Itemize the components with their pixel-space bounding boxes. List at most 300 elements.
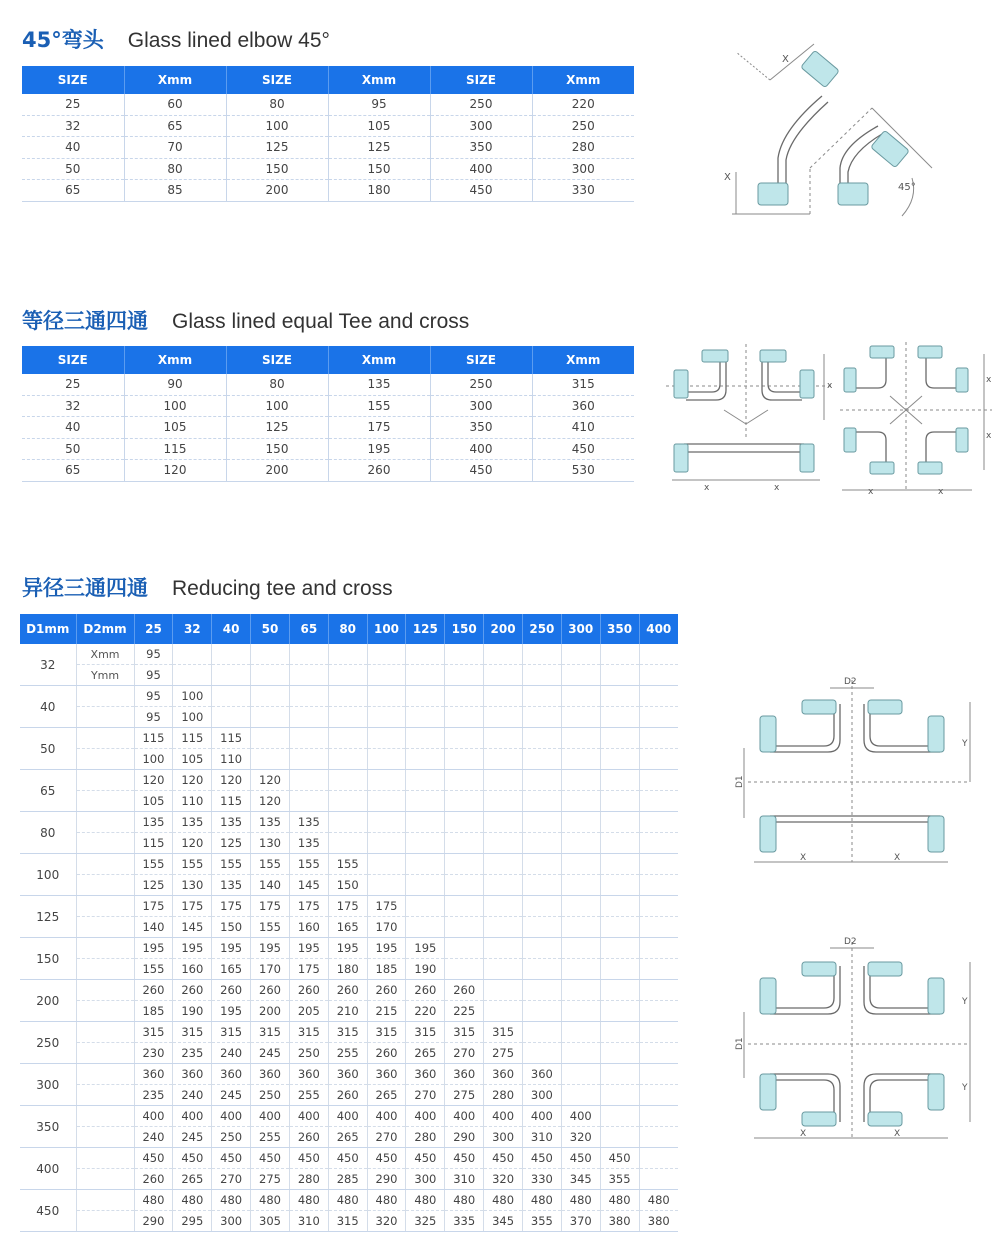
x-value-cell: 95 bbox=[134, 644, 173, 665]
x-value-cell: 480 bbox=[639, 1190, 678, 1211]
x-value-cell: 175 bbox=[328, 896, 367, 917]
table-row bbox=[20, 1169, 678, 1190]
y-value-cell: 250 bbox=[251, 1085, 290, 1106]
y-value-cell: 165 bbox=[212, 959, 251, 980]
y-value-cell bbox=[445, 707, 484, 728]
x-value-cell bbox=[522, 770, 561, 791]
table-cell: 60 bbox=[124, 94, 226, 115]
row-label-x bbox=[76, 1022, 134, 1043]
x-value-cell: 195 bbox=[328, 938, 367, 959]
x-value-cell bbox=[484, 896, 523, 917]
y-value-cell bbox=[289, 749, 328, 770]
y-value-cell: 95 bbox=[134, 707, 173, 728]
y-value-cell: 320 bbox=[367, 1211, 406, 1232]
column-header: 65 bbox=[289, 614, 328, 644]
y-value-cell: 265 bbox=[367, 1085, 406, 1106]
x-value-cell bbox=[561, 1064, 600, 1085]
row-label-y: Ymm bbox=[76, 665, 134, 686]
y-value-cell: 95 bbox=[134, 665, 173, 686]
x-value-cell bbox=[600, 686, 639, 707]
x-value-cell bbox=[639, 1064, 678, 1085]
x-value-cell: 315 bbox=[289, 1022, 328, 1043]
x-value-cell bbox=[522, 644, 561, 665]
x-value-cell: 135 bbox=[289, 812, 328, 833]
y-value-cell bbox=[289, 665, 328, 686]
y-value-cell: 190 bbox=[173, 1001, 212, 1022]
table-cell: 80 bbox=[124, 158, 226, 180]
x-value-cell bbox=[484, 980, 523, 1001]
row-label-x bbox=[76, 770, 134, 791]
elbow-x-label-top: X bbox=[782, 54, 789, 65]
x-value-cell: 315 bbox=[367, 1022, 406, 1043]
x-value-cell bbox=[639, 770, 678, 791]
x-value-cell: 120 bbox=[134, 770, 173, 791]
x-value-cell: 450 bbox=[134, 1148, 173, 1169]
x-value-cell bbox=[406, 812, 445, 833]
y-value-cell bbox=[445, 917, 484, 938]
x-value-cell bbox=[406, 686, 445, 707]
table-row bbox=[22, 374, 634, 395]
table-row bbox=[22, 137, 634, 159]
elbow-title-cn: 45°弯头 bbox=[22, 28, 104, 52]
y-value-cell bbox=[600, 1085, 639, 1106]
x-value-cell bbox=[445, 854, 484, 875]
x-value-cell: 135 bbox=[251, 812, 290, 833]
x-value-cell: 480 bbox=[134, 1190, 173, 1211]
x-value-cell bbox=[522, 1022, 561, 1043]
y-value-cell: 260 bbox=[134, 1169, 173, 1190]
x-value-cell bbox=[367, 854, 406, 875]
y-value-cell bbox=[639, 791, 678, 812]
x-value-cell bbox=[328, 728, 367, 749]
x-value-cell: 400 bbox=[484, 1106, 523, 1127]
x-value-cell: 480 bbox=[445, 1190, 484, 1211]
y-value-cell bbox=[212, 707, 251, 728]
y-value-cell: 335 bbox=[445, 1211, 484, 1232]
y-value-cell: 320 bbox=[484, 1169, 523, 1190]
row-label-y bbox=[76, 1043, 134, 1064]
column-header: Xmm bbox=[532, 346, 634, 374]
y-value-cell: 135 bbox=[289, 833, 328, 854]
x-value-cell bbox=[328, 686, 367, 707]
table-row bbox=[20, 1043, 678, 1064]
rtee-y-label: Y bbox=[962, 739, 968, 749]
x-value-cell bbox=[484, 770, 523, 791]
y-value-cell: 130 bbox=[251, 833, 290, 854]
x-value-cell: 480 bbox=[600, 1190, 639, 1211]
y-value-cell bbox=[561, 707, 600, 728]
x-value-cell: 480 bbox=[212, 1190, 251, 1211]
x-value-cell bbox=[445, 938, 484, 959]
x-value-cell bbox=[484, 728, 523, 749]
x-value-cell bbox=[406, 644, 445, 665]
row-label-y bbox=[76, 1127, 134, 1148]
x-value-cell: 480 bbox=[522, 1190, 561, 1211]
y-value-cell bbox=[639, 1001, 678, 1022]
tee-x-label-side: x bbox=[827, 381, 833, 391]
y-value-cell bbox=[639, 833, 678, 854]
table-row bbox=[20, 749, 678, 770]
x-value-cell bbox=[445, 728, 484, 749]
table-cell: 330 bbox=[532, 180, 634, 202]
x-value-cell: 360 bbox=[367, 1064, 406, 1085]
table-cell: 80 bbox=[226, 374, 328, 395]
y-value-cell: 355 bbox=[522, 1211, 561, 1232]
y-value-cell: 165 bbox=[328, 917, 367, 938]
x-value-cell: 315 bbox=[328, 1022, 367, 1043]
x-value-cell: 360 bbox=[134, 1064, 173, 1085]
y-value-cell: 160 bbox=[173, 959, 212, 980]
y-value-cell bbox=[522, 875, 561, 896]
y-value-cell bbox=[251, 707, 290, 728]
y-value-cell: 320 bbox=[561, 1127, 600, 1148]
y-value-cell bbox=[445, 791, 484, 812]
x-value-cell bbox=[212, 644, 251, 665]
y-value-cell: 220 bbox=[406, 1001, 445, 1022]
x-value-cell bbox=[639, 1022, 678, 1043]
y-value-cell: 295 bbox=[173, 1211, 212, 1232]
cross-x-label-left: x bbox=[868, 487, 874, 496]
x-value-cell: 450 bbox=[522, 1148, 561, 1169]
y-value-cell: 255 bbox=[289, 1085, 328, 1106]
x-value-cell bbox=[639, 854, 678, 875]
y-value-cell: 120 bbox=[251, 791, 290, 812]
table-cell: 280 bbox=[532, 137, 634, 159]
column-header: 150 bbox=[445, 614, 484, 644]
d1-cell: 80 bbox=[20, 812, 76, 854]
y-value-cell: 125 bbox=[134, 875, 173, 896]
table-cell: 105 bbox=[124, 417, 226, 439]
y-value-cell: 115 bbox=[134, 833, 173, 854]
x-value-cell bbox=[251, 644, 290, 665]
y-value-cell: 355 bbox=[600, 1169, 639, 1190]
row-label-x: Xmm bbox=[76, 644, 134, 665]
x-value-cell: 450 bbox=[561, 1148, 600, 1169]
x-value-cell: 155 bbox=[289, 854, 328, 875]
table-cell: 135 bbox=[328, 374, 430, 395]
y-value-cell: 110 bbox=[173, 791, 212, 812]
x-value-cell bbox=[367, 728, 406, 749]
elbow-section-title bbox=[22, 24, 330, 54]
table-row bbox=[20, 938, 678, 959]
tee-section-title bbox=[22, 305, 469, 335]
y-value-cell: 280 bbox=[406, 1127, 445, 1148]
x-value-cell bbox=[328, 812, 367, 833]
x-value-cell: 260 bbox=[134, 980, 173, 1001]
x-value-cell bbox=[251, 728, 290, 749]
rtee-x-label-left: X bbox=[800, 853, 807, 863]
x-value-cell: 155 bbox=[212, 854, 251, 875]
x-value-cell bbox=[445, 770, 484, 791]
x-value-cell: 195 bbox=[173, 938, 212, 959]
x-value-cell: 400 bbox=[561, 1106, 600, 1127]
x-value-cell bbox=[484, 854, 523, 875]
table-row bbox=[20, 980, 678, 1001]
y-value-cell: 285 bbox=[328, 1169, 367, 1190]
row-label-x bbox=[76, 1106, 134, 1127]
x-value-cell: 480 bbox=[251, 1190, 290, 1211]
y-value-cell bbox=[561, 1001, 600, 1022]
y-value-cell bbox=[289, 791, 328, 812]
row-label-y bbox=[76, 1211, 134, 1232]
d1-cell: 50 bbox=[20, 728, 76, 770]
table-cell: 50 bbox=[22, 158, 124, 180]
rcross-d2-label: D2 bbox=[844, 937, 857, 947]
y-value-cell bbox=[367, 833, 406, 854]
y-value-cell bbox=[561, 833, 600, 854]
x-value-cell: 450 bbox=[212, 1148, 251, 1169]
y-value-cell bbox=[445, 959, 484, 980]
y-value-cell bbox=[561, 1085, 600, 1106]
x-value-cell: 135 bbox=[173, 812, 212, 833]
reducing-title-en: Reducing tee and cross bbox=[172, 577, 393, 600]
x-value-cell: 400 bbox=[212, 1106, 251, 1127]
row-label-y bbox=[76, 875, 134, 896]
x-value-cell: 315 bbox=[251, 1022, 290, 1043]
x-value-cell bbox=[639, 980, 678, 1001]
table-cell: 175 bbox=[328, 417, 430, 439]
x-value-cell: 400 bbox=[445, 1106, 484, 1127]
y-value-cell: 265 bbox=[406, 1043, 445, 1064]
x-value-cell bbox=[212, 686, 251, 707]
y-value-cell: 150 bbox=[212, 917, 251, 938]
d1-cell: 250 bbox=[20, 1022, 76, 1064]
y-value-cell bbox=[561, 665, 600, 686]
x-value-cell: 120 bbox=[251, 770, 290, 791]
y-value-cell bbox=[445, 833, 484, 854]
x-value-cell: 480 bbox=[406, 1190, 445, 1211]
rcross-x-label-right: X bbox=[894, 1129, 901, 1139]
y-value-cell: 125 bbox=[212, 833, 251, 854]
y-value-cell: 130 bbox=[173, 875, 212, 896]
x-value-cell bbox=[600, 896, 639, 917]
x-value-cell bbox=[600, 938, 639, 959]
y-value-cell: 275 bbox=[484, 1043, 523, 1064]
table-cell: 400 bbox=[430, 158, 532, 180]
x-value-cell bbox=[289, 728, 328, 749]
y-value-cell bbox=[445, 665, 484, 686]
x-value-cell: 195 bbox=[212, 938, 251, 959]
x-value-cell: 400 bbox=[328, 1106, 367, 1127]
y-value-cell bbox=[522, 791, 561, 812]
y-value-cell bbox=[561, 749, 600, 770]
x-value-cell: 400 bbox=[406, 1106, 445, 1127]
x-value-cell: 195 bbox=[134, 938, 173, 959]
y-value-cell: 195 bbox=[212, 1001, 251, 1022]
table-row bbox=[20, 1085, 678, 1106]
x-value-cell: 400 bbox=[522, 1106, 561, 1127]
table-cell: 100 bbox=[226, 395, 328, 417]
d1-cell: 400 bbox=[20, 1148, 76, 1190]
y-value-cell: 170 bbox=[251, 959, 290, 980]
y-value-cell bbox=[328, 707, 367, 728]
y-value-cell: 305 bbox=[251, 1211, 290, 1232]
x-value-cell bbox=[639, 812, 678, 833]
x-value-cell bbox=[639, 644, 678, 665]
table-cell: 260 bbox=[328, 460, 430, 482]
column-header: D1mm bbox=[20, 614, 76, 644]
row-label-x bbox=[76, 1148, 134, 1169]
y-value-cell bbox=[484, 707, 523, 728]
x-value-cell: 135 bbox=[212, 812, 251, 833]
x-value-cell: 115 bbox=[134, 728, 173, 749]
table-cell: 40 bbox=[22, 417, 124, 439]
table-row bbox=[20, 1022, 678, 1043]
x-value-cell bbox=[522, 938, 561, 959]
x-value-cell: 175 bbox=[367, 896, 406, 917]
table-cell: 25 bbox=[22, 94, 124, 115]
x-value-cell bbox=[522, 812, 561, 833]
column-header: 125 bbox=[406, 614, 445, 644]
x-value-cell bbox=[561, 854, 600, 875]
x-value-cell: 315 bbox=[406, 1022, 445, 1043]
table-cell: 95 bbox=[328, 94, 430, 115]
x-value-cell: 260 bbox=[328, 980, 367, 1001]
table-cell: 155 bbox=[328, 395, 430, 417]
x-value-cell: 360 bbox=[445, 1064, 484, 1085]
table-row bbox=[20, 1127, 678, 1148]
column-header: Xmm bbox=[124, 66, 226, 94]
x-value-cell: 260 bbox=[173, 980, 212, 1001]
x-value-cell bbox=[561, 896, 600, 917]
y-value-cell bbox=[484, 665, 523, 686]
x-value-cell bbox=[289, 686, 328, 707]
y-value-cell bbox=[212, 665, 251, 686]
table-cell: 125 bbox=[226, 417, 328, 439]
table-cell: 450 bbox=[430, 460, 532, 482]
y-value-cell bbox=[406, 833, 445, 854]
x-value-cell bbox=[289, 770, 328, 791]
x-value-cell bbox=[406, 896, 445, 917]
y-value-cell: 150 bbox=[328, 875, 367, 896]
y-value-cell: 330 bbox=[522, 1169, 561, 1190]
y-value-cell: 275 bbox=[251, 1169, 290, 1190]
table-row bbox=[20, 1148, 678, 1169]
x-value-cell bbox=[600, 770, 639, 791]
y-value-cell bbox=[639, 917, 678, 938]
y-value-cell bbox=[445, 875, 484, 896]
table-row bbox=[20, 686, 678, 707]
y-value-cell: 180 bbox=[328, 959, 367, 980]
y-value-cell: 310 bbox=[445, 1169, 484, 1190]
x-value-cell: 175 bbox=[251, 896, 290, 917]
y-value-cell: 270 bbox=[367, 1127, 406, 1148]
y-value-cell: 345 bbox=[561, 1169, 600, 1190]
y-value-cell: 215 bbox=[367, 1001, 406, 1022]
y-value-cell: 230 bbox=[134, 1043, 173, 1064]
table-row bbox=[20, 854, 678, 875]
rtee-d2-label: D2 bbox=[844, 677, 857, 687]
x-value-cell bbox=[445, 812, 484, 833]
table-cell: 90 bbox=[124, 374, 226, 395]
column-header: 350 bbox=[600, 614, 639, 644]
y-value-cell: 100 bbox=[134, 749, 173, 770]
x-value-cell bbox=[367, 686, 406, 707]
y-value-cell bbox=[639, 1127, 678, 1148]
row-label-x bbox=[76, 686, 134, 707]
x-value-cell: 400 bbox=[367, 1106, 406, 1127]
y-value-cell: 260 bbox=[328, 1085, 367, 1106]
y-value-cell bbox=[251, 749, 290, 770]
table-cell: 180 bbox=[328, 180, 430, 202]
y-value-cell bbox=[367, 665, 406, 686]
table-cell: 450 bbox=[430, 180, 532, 202]
y-value-cell bbox=[522, 1001, 561, 1022]
x-value-cell: 260 bbox=[367, 980, 406, 1001]
y-value-cell: 120 bbox=[173, 833, 212, 854]
x-value-cell: 450 bbox=[173, 1148, 212, 1169]
table-row bbox=[22, 438, 634, 460]
table-cell: 200 bbox=[226, 180, 328, 202]
tee-title-cn: 等径三通四通 bbox=[22, 309, 148, 333]
x-value-cell bbox=[600, 812, 639, 833]
x-value-cell bbox=[406, 854, 445, 875]
x-value-cell: 175 bbox=[289, 896, 328, 917]
x-value-cell: 360 bbox=[328, 1064, 367, 1085]
y-value-cell bbox=[484, 959, 523, 980]
tee-title-en: Glass lined equal Tee and cross bbox=[172, 310, 470, 333]
y-value-cell: 155 bbox=[134, 959, 173, 980]
x-value-cell bbox=[445, 686, 484, 707]
table-cell: 300 bbox=[430, 115, 532, 137]
y-value-cell: 115 bbox=[212, 791, 251, 812]
x-value-cell: 450 bbox=[289, 1148, 328, 1169]
reducing-size-table bbox=[20, 614, 678, 1232]
y-value-cell: 145 bbox=[173, 917, 212, 938]
table-row bbox=[20, 728, 678, 749]
table-cell: 65 bbox=[124, 115, 226, 137]
table-cell: 530 bbox=[532, 460, 634, 482]
x-value-cell bbox=[328, 770, 367, 791]
y-value-cell: 280 bbox=[289, 1169, 328, 1190]
x-value-cell: 450 bbox=[484, 1148, 523, 1169]
x-value-cell: 195 bbox=[367, 938, 406, 959]
y-value-cell: 110 bbox=[212, 749, 251, 770]
column-header: Xmm bbox=[328, 346, 430, 374]
column-header: 200 bbox=[484, 614, 523, 644]
y-value-cell bbox=[406, 749, 445, 770]
x-value-cell bbox=[561, 686, 600, 707]
y-value-cell bbox=[522, 1043, 561, 1064]
table-cell: 25 bbox=[22, 374, 124, 395]
table-row bbox=[20, 875, 678, 896]
y-value-cell: 240 bbox=[173, 1085, 212, 1106]
table-cell: 125 bbox=[226, 137, 328, 159]
table-row bbox=[20, 770, 678, 791]
x-value-cell bbox=[406, 770, 445, 791]
x-value-cell bbox=[367, 812, 406, 833]
y-value-cell bbox=[639, 665, 678, 686]
row-label-x bbox=[76, 896, 134, 917]
x-value-cell bbox=[639, 1148, 678, 1169]
x-value-cell bbox=[367, 644, 406, 665]
y-value-cell: 160 bbox=[289, 917, 328, 938]
table-cell: 220 bbox=[532, 94, 634, 115]
y-value-cell bbox=[639, 959, 678, 980]
row-label-y bbox=[76, 1001, 134, 1022]
row-label-x bbox=[76, 938, 134, 959]
y-value-cell: 155 bbox=[251, 917, 290, 938]
x-value-cell: 175 bbox=[173, 896, 212, 917]
y-value-cell: 105 bbox=[134, 791, 173, 812]
y-value-cell bbox=[639, 1043, 678, 1064]
x-value-cell bbox=[561, 1022, 600, 1043]
x-value-cell bbox=[561, 728, 600, 749]
x-value-cell: 480 bbox=[328, 1190, 367, 1211]
x-value-cell: 135 bbox=[134, 812, 173, 833]
y-value-cell: 260 bbox=[289, 1127, 328, 1148]
x-value-cell: 480 bbox=[561, 1190, 600, 1211]
